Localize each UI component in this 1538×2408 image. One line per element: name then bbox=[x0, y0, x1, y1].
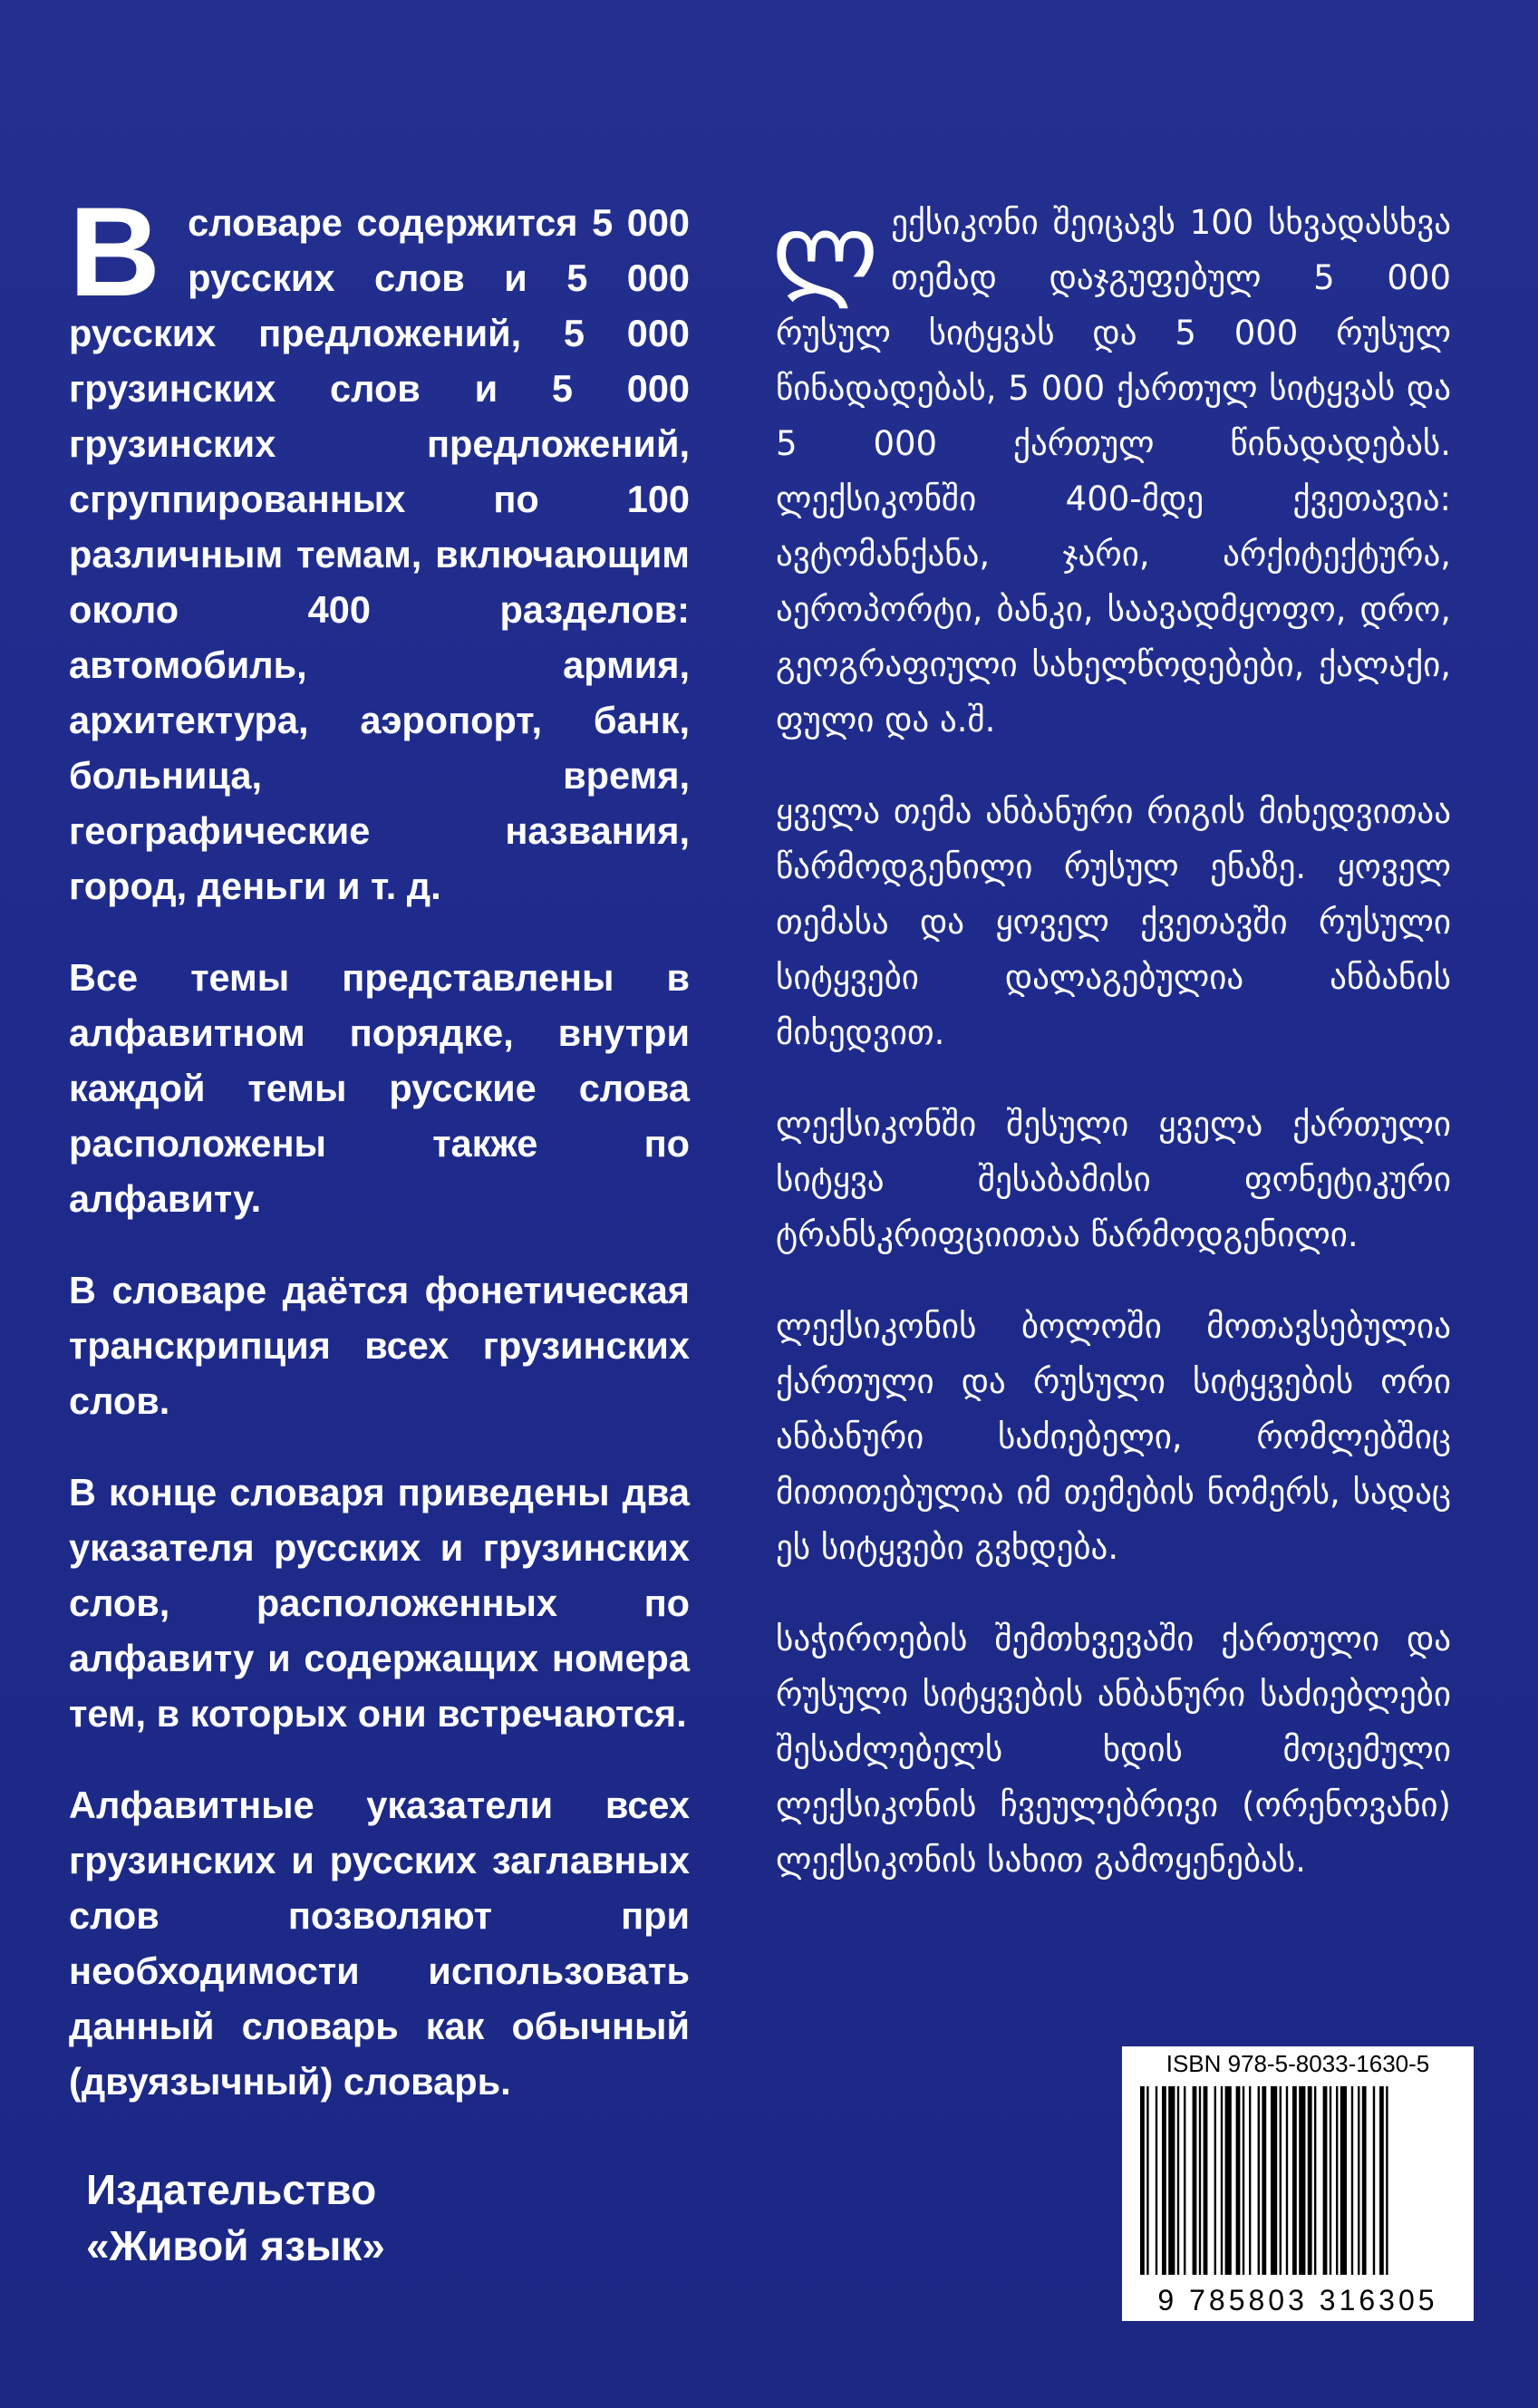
publisher-name bbox=[86, 2161, 385, 2274]
publisher-line-2: «Живой язык» bbox=[86, 2222, 385, 2269]
barcode-bar bbox=[1271, 2086, 1277, 2275]
barcode-bar bbox=[1386, 2086, 1388, 2275]
barcode-bar bbox=[1373, 2086, 1375, 2275]
barcode-bar bbox=[1168, 2086, 1175, 2275]
russian-dropcap: В bbox=[69, 180, 161, 323]
barcode-bar bbox=[1292, 2086, 1297, 2275]
barcode-icon bbox=[1137, 2086, 1459, 2275]
russian-paragraph-3: В словаре даётся фонетическая транскрипция всех грузинских слов. bbox=[69, 1269, 690, 1422]
georgian-description bbox=[772, 193, 1451, 1924]
barcode-bar bbox=[1243, 2086, 1244, 2275]
barcode-digits: 9 785803 316305 bbox=[1157, 2284, 1438, 2316]
barcode-bar bbox=[1286, 2086, 1288, 2275]
georgian-dropcap: ლ bbox=[772, 193, 879, 309]
barcode-bar bbox=[1379, 2086, 1384, 2275]
barcode-bar bbox=[1225, 2086, 1232, 2275]
barcode-bar bbox=[1199, 2086, 1201, 2275]
barcode-bar bbox=[1330, 2086, 1331, 2275]
barcode-bar bbox=[1308, 2086, 1312, 2275]
barcode-bar bbox=[1262, 2086, 1266, 2275]
russian-paragraph-4: В конце словаря приведены два указателя русских и грузинских слов, расположенных по алфавиту и содержащих номера тем, в которых они встречаются. bbox=[69, 1471, 690, 1735]
publisher-line-1: Издательство bbox=[86, 2166, 377, 2213]
barcode-bar bbox=[1258, 2086, 1260, 2275]
barcode-bar bbox=[1280, 2086, 1282, 2275]
barcode-bar bbox=[1214, 2086, 1216, 2275]
barcode-bar bbox=[1162, 2086, 1166, 2275]
barcode-bar bbox=[1204, 2086, 1208, 2275]
barcode-bar bbox=[1351, 2086, 1353, 2275]
barcode-bar bbox=[1362, 2086, 1367, 2275]
barcode-bar bbox=[1156, 2086, 1157, 2275]
barcode-bar bbox=[1314, 2086, 1316, 2275]
georgian-paragraph-5: საჭიროების შემთხვევაში ქართული და რუსული სიტყვების ანბანური საძიებლები შესაძლებელს ხდის მოცემული ლექსიკონის ჩვეულებრივი (ორენოვანი) ლექსიკონის სახით გამოყენებას. bbox=[776, 1620, 1451, 1880]
barcode-bar bbox=[1193, 2086, 1197, 2275]
barcode-bar bbox=[1249, 2086, 1251, 2275]
isbn-label: ISBN 978-5-8033-1630-5 bbox=[1166, 2050, 1430, 2077]
barcode-bar bbox=[1140, 2086, 1145, 2275]
barcode-bar bbox=[1323, 2086, 1328, 2275]
barcode-bar bbox=[1184, 2086, 1185, 2275]
barcode-bar bbox=[1146, 2086, 1148, 2275]
barcode-bar bbox=[1336, 2086, 1338, 2275]
barcode-bar bbox=[1236, 2086, 1241, 2275]
russian-paragraph-5: Алфавитные указатели всех грузинских и русских заглавных слов позволяют при необходимости использовать данный словарь как обычный (двуязычный) словарь. bbox=[69, 1784, 690, 2103]
georgian-paragraph-1-text: ექსიკონი შეიცავს 100 სხვადასხვა თემად დაჯგუფებულ 5 000 რუსულ სიტყვას და 5 000 რუსულ წინადადებას, 5 000 ქართულ სიტყვას და 5 000 ქართულ წინადადებას. ლექსიკონში 400-მდე ქვეთავია: ავტომანქანა, ჯარი, არქიტექტურა, აეროპორტი, ბანკი, საავადმყოფო, დრო, გეოგრაფიული სახელწოდებები, ქალაქი, ფული და ა.შ. bbox=[776, 203, 1451, 740]
isbn-barcode-block bbox=[1122, 2046, 1474, 2321]
barcode-bar bbox=[1177, 2086, 1179, 2275]
georgian-paragraph-4: ლექსიკონის ბოლოში მოთავსებულია ქართული და რუსული სიტყვების ორი ანბანური საძიებელი, რომლებშიც მითითებულია იმ თემების ნომერს, სადაც ეს სიტყვები გვხდება. bbox=[776, 1307, 1451, 1567]
barcode-bar bbox=[1340, 2086, 1347, 2275]
russian-description bbox=[69, 180, 690, 2145]
russian-paragraph-1-text: словаре содержится 5 000 русских слов и 5 000 русских предложений, 5 000 грузинских слов и 5 000 грузинских предложений, сгруппированных по 100 различным темам, включающим около 400 разделов: автомобиль, армия, архитектура, аэропорт, банк, больница, время, географические названия, город, деньги и т. д. bbox=[69, 201, 690, 907]
georgian-paragraph-3: ლექსიკონში შესული ყველა ქართული სიტყვა შესაბამისი ფონეტიკური ტრანსკრიფციითაა წარმოდგენილი. bbox=[776, 1105, 1451, 1254]
georgian-paragraph-1 bbox=[772, 193, 1451, 748]
barcode-bar bbox=[1299, 2086, 1305, 2275]
barcode-bar bbox=[1221, 2086, 1223, 2275]
russian-paragraph-1 bbox=[69, 180, 690, 914]
georgian-paragraph-2: ყველა თემა ანბანური რიგის მიხედვითაა წარმოდგენილი რუსულ ენაზე. ყოველ თემასა და ყოველ ქვეთავში რუსული სიტყვები დალაგებულია ანბანის მიხედვით. bbox=[776, 792, 1451, 1052]
russian-paragraph-2: Все темы представлены в алфавитном порядке, внутри каждой темы русские слова расположены также по алфавиту. bbox=[69, 956, 690, 1220]
barcode-bar bbox=[1358, 2086, 1359, 2275]
